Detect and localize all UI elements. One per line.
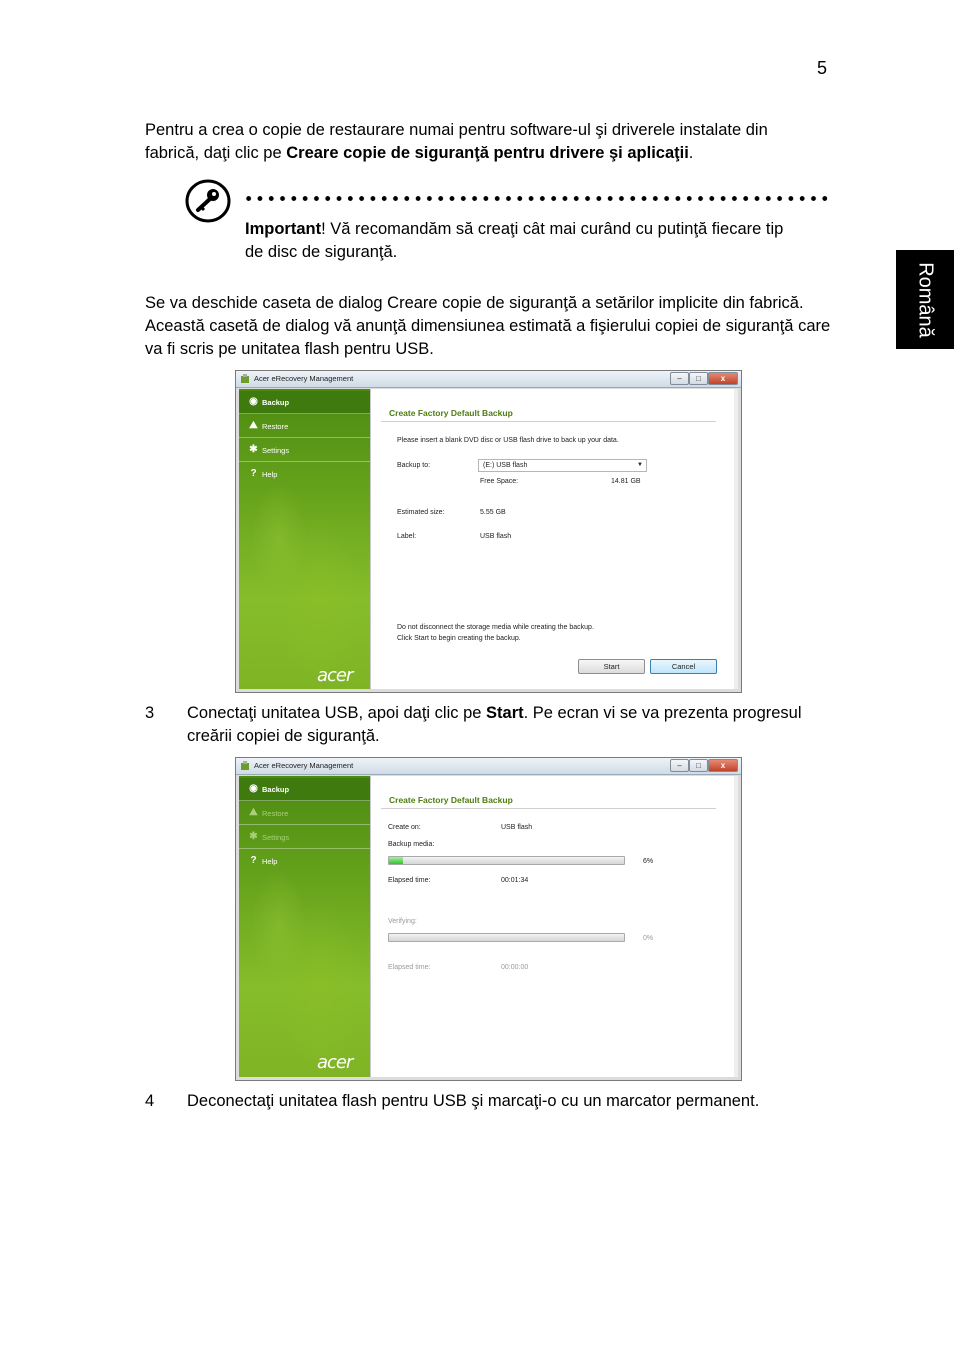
content-panel [370,389,738,689]
sidebar-item-label: Backup [262,398,290,407]
language-tab-label: Română [914,261,937,338]
important-text: ! Vă recomandăm să creaţi cât mai curând cu putinţă fiecare tip de disc de siguranţă. [245,220,784,261]
sidebar-item-label: Help [262,470,278,479]
sidebar-item-settings[interactable] [239,826,370,849]
key-icon [185,179,231,223]
sidebar-item-settings[interactable] [239,439,370,462]
elapsed-time-value: 00:01:34 [501,877,529,884]
note-separator [243,196,828,201]
free-space-label: Free Space: [480,478,519,485]
sidebar-item-label: Backup [262,785,290,794]
label-value: USB flash [480,533,512,540]
create-on-label: Create on: [388,824,421,831]
sidebar [239,389,370,689]
heading-rule [381,808,716,809]
sidebar-item-label: Restore [262,809,289,818]
title-bar [236,371,741,388]
dialog-description: Se va deschide caseta de dialog Creare copie de siguranţă a setărilor implicite din fabrică. Această casetă de dialog vă anunţă dimensiunea estimată a fişierului copiei de siguranţă care va fi scris pe unitatea flash pentru USB. [145,294,831,358]
window-title: Acer eRecovery Management [254,374,354,383]
intro-end: . [688,144,694,162]
intro-paragraph [145,119,825,165]
close-button[interactable]: x [708,759,738,772]
content-panel [370,776,738,1077]
title-bar [236,758,741,775]
step-3-text-end: . Pe ecran vi se va prezenta progresul creării copiei de siguranţă. [187,704,802,745]
backup-to-dropdown[interactable] [478,459,647,472]
backup-media-label: Backup media: [388,841,435,848]
close-button[interactable]: x [708,372,738,385]
important-note [245,218,805,264]
app-icon [240,374,250,384]
verifying-label: Verifying: [388,918,417,925]
page-number: 5 [817,58,828,78]
backup-progress-bar [388,856,625,865]
warning-text-2: Click Start to begin creating the backup. [397,635,521,642]
estimated-size-label: Estimated size: [397,509,445,516]
erecovery-window-progress [235,757,742,1081]
step-4-number: 4 [145,1092,155,1110]
settings-gear-icon: ✱ [249,444,258,455]
create-on-value: USB flash [501,824,533,831]
sidebar-item-help[interactable] [239,850,370,873]
step-3-text [187,702,827,748]
step-4-text: Deconectaţi unitatea flash pentru USB şi marcaţi-o cu un marcator permanent. [187,1092,760,1110]
restore-icon: ⛰ [249,420,258,431]
sidebar-item-restore[interactable] [239,802,370,825]
dialog-heading: Create Factory Default Backup [389,408,513,418]
help-question-icon: ? [250,855,257,866]
verifying-progress-bar [388,933,625,942]
sidebar-item-label: Restore [262,422,289,431]
start-button[interactable]: Start [578,659,645,674]
heading-rule [381,421,716,422]
chevron-down-icon: ▼ [637,462,643,468]
backup-progress-fill [389,857,403,864]
maximize-button[interactable]: □ [689,372,708,385]
scrollbar[interactable] [734,389,738,689]
elapsed-time-2-label: Elapsed time: [388,964,431,971]
minimize-button[interactable]: – [670,372,689,385]
backup-to-label: Backup to: [397,462,431,469]
backup-percent: 6% [643,858,654,865]
elapsed-time-label: Elapsed time: [388,877,431,884]
backup-icon: ◉ [249,396,258,407]
warning-text-1: Do not disconnect the storage media while creating the backup. [397,624,594,631]
backup-icon: ◉ [249,783,258,794]
maximize-button[interactable]: □ [689,759,708,772]
sidebar [239,776,370,1077]
erecovery-window-setup [235,370,742,693]
sidebar-item-backup[interactable] [239,391,370,414]
label-label: Label: [397,533,417,540]
step-3-number: 3 [145,704,155,722]
elapsed-time-2-value: 00:00:00 [501,964,529,971]
scrollbar[interactable] [734,776,738,1077]
sidebar-item-backup[interactable] [239,778,370,801]
verifying-percent: 0% [643,935,654,942]
step-3-bold: Start [486,704,524,722]
restore-icon: ⛰ [249,807,258,818]
cancel-button[interactable]: Cancel [650,659,717,674]
window-title: Acer eRecovery Management [254,761,354,770]
minimize-button[interactable]: – [670,759,689,772]
intro-text: Pentru a crea o copie de restaurare numai pentru software-ul şi driverele instalate din fabrică, daţi clic pe [145,121,768,162]
intro-bold-option: Creare copie de siguranţă pentru drivere şi aplicaţii [286,144,689,162]
sidebar-item-label: Settings [262,446,290,455]
free-space-value: 14.81 GB [611,478,641,485]
instruction-text: Please insert a blank DVD disc or USB flash drive to back up your data. [397,437,619,444]
backup-to-value: (E:) USB flash [483,462,528,469]
sidebar-item-label: Settings [262,833,290,842]
language-tab [896,250,954,349]
sidebar-item-label: Help [262,857,278,866]
estimated-size-value: 5.55 GB [480,509,506,516]
acer-logo: acer [317,665,353,686]
settings-gear-icon: ✱ [249,831,258,842]
step-3-text-start: Conectaţi unitatea USB, apoi daţi clic pe [187,704,487,722]
help-question-icon: ? [250,468,257,479]
acer-logo: acer [317,1052,353,1073]
sidebar-item-help[interactable] [239,463,370,486]
sidebar-item-restore[interactable] [239,415,370,438]
dialog-heading: Create Factory Default Backup [389,795,513,805]
important-label: Important [245,220,322,238]
app-icon [240,761,250,771]
